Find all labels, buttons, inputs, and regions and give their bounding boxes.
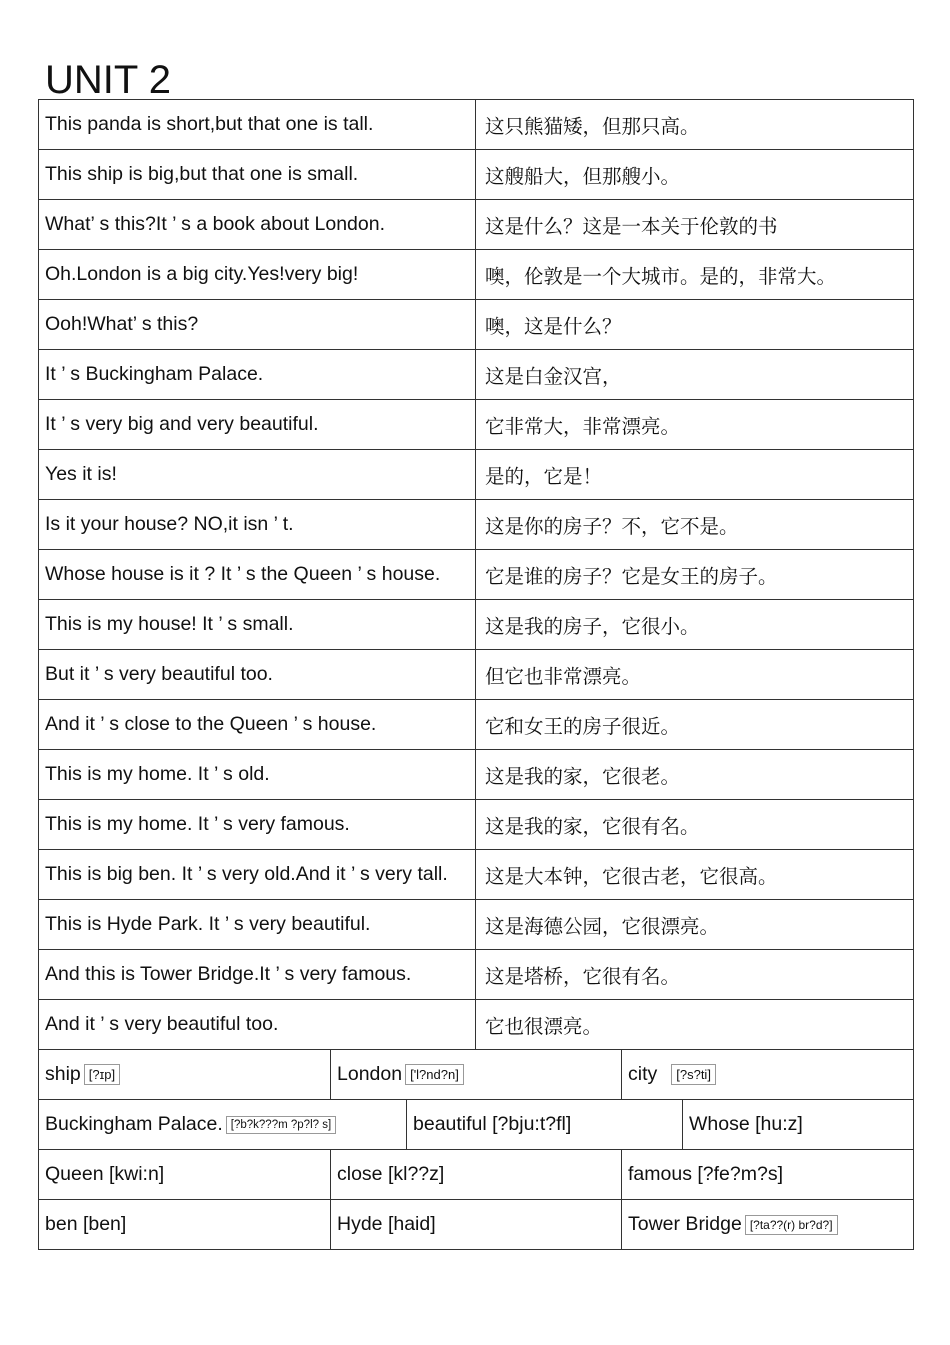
english-sentence: This panda is short,but that one is tall. (39, 100, 476, 149)
english-sentence: Whose house is it ? It ’ s the Queen ’ s house. (39, 550, 476, 599)
vocab-cell (622, 1050, 914, 1099)
chinese-translation: 是的，它是！ (476, 450, 914, 499)
english-sentence: Oh.London is a big city.Yes!very big! (39, 250, 476, 299)
vocab-word: famous [?fe?m?s] (628, 1163, 783, 1185)
phonetic-box: [?ɪp] (84, 1064, 120, 1085)
sentence-row (39, 600, 914, 650)
vocab-word: Whose [hu:z] (689, 1113, 803, 1135)
sentence-row (39, 800, 914, 850)
vocab-word: Tower Bridge (628, 1213, 742, 1235)
vocab-word: close [kl??z] (337, 1163, 445, 1185)
sentence-row (39, 200, 914, 250)
phonetic-box: ['l?nd?n] (405, 1064, 464, 1085)
chinese-translation: 噢，伦敦是一个大城市。是的，非常大。 (476, 250, 914, 299)
sentence-row (39, 700, 914, 750)
vocab-word: Hyde [haid] (337, 1213, 436, 1235)
chinese-translation: 它也很漂亮。 (476, 1000, 914, 1049)
english-sentence: But it ’ s very beautiful too. (39, 650, 476, 699)
sentence-row (39, 250, 914, 300)
vocab-cell (39, 1050, 331, 1099)
sentence-row (39, 950, 914, 1000)
vocab-cell (622, 1150, 914, 1199)
chinese-translation: 但它也非常漂亮。 (476, 650, 914, 699)
english-sentence: What’ s this?It ’ s a book about London. (39, 200, 476, 249)
english-sentence: Is it your house? NO,it isn ’ t. (39, 500, 476, 549)
chinese-translation: 这是什么？这是一本关于伦敦的书 (476, 200, 914, 249)
vocab-word: ben [ben] (45, 1213, 127, 1235)
chinese-translation: 这是我的房子，它很小。 (476, 600, 914, 649)
vocab-cell (407, 1100, 683, 1149)
english-sentence: It ’ s very big and very beautiful. (39, 400, 476, 449)
vocab-cell (331, 1050, 622, 1099)
vocab-word: Buckingham Palace. (45, 1113, 223, 1135)
phonetic-box: [?ta??(r) br?d?] (745, 1215, 838, 1235)
sentence-row (39, 150, 914, 200)
chinese-translation: 这是海德公园，它很漂亮。 (476, 900, 914, 949)
vocab-cell (683, 1100, 914, 1149)
chinese-translation: 它非常大，非常漂亮。 (476, 400, 914, 449)
sentence-row (39, 100, 914, 150)
english-sentence: Ooh!What’ s this? (39, 300, 476, 349)
vocab-cell (331, 1150, 622, 1199)
vocab-cell (622, 1200, 914, 1249)
chinese-translation: 这是白金汉宫， (476, 350, 914, 399)
vocab-word: city (628, 1063, 658, 1085)
vocab-row (39, 1150, 914, 1200)
vocab-cell (39, 1200, 331, 1249)
chinese-translation: 这是你的房子？不，它不是。 (476, 500, 914, 549)
phonetic-box: [?b?k???m ?p?l? s] (226, 1116, 336, 1134)
sentence-row (39, 650, 914, 700)
lesson-table (38, 99, 914, 1250)
chinese-translation: 这是大本钟，它很古老，它很高。 (476, 850, 914, 899)
english-sentence: And this is Tower Bridge.It ’ s very famous. (39, 950, 476, 999)
chinese-translation: 它和女王的房子很近。 (476, 700, 914, 749)
sentence-row (39, 300, 914, 350)
english-sentence: And it ’ s very beautiful too. (39, 1000, 476, 1049)
unit-title: UNIT 2 (45, 58, 171, 102)
vocab-cell (331, 1200, 622, 1249)
chinese-translation: 噢，这是什么？ (476, 300, 914, 349)
sentence-row (39, 550, 914, 600)
english-sentence: Yes it is! (39, 450, 476, 499)
vocab-word: London (337, 1063, 403, 1085)
sentence-row (39, 500, 914, 550)
english-sentence: And it ’ s close to the Queen ’ s house. (39, 700, 476, 749)
english-sentence: This is my home. It ’ s old. (39, 750, 476, 799)
sentence-row (39, 900, 914, 950)
chinese-translation: 这艘船大，但那艘小。 (476, 150, 914, 199)
vocab-row (39, 1200, 914, 1250)
vocab-row (39, 1100, 914, 1150)
english-sentence: This is Hyde Park. It ’ s very beautiful. (39, 900, 476, 949)
vocab-cell (39, 1150, 331, 1199)
sentence-row (39, 750, 914, 800)
vocab-row (39, 1050, 914, 1100)
vocab-cell (39, 1100, 407, 1149)
english-sentence: This is my house! It ’ s small. (39, 600, 476, 649)
chinese-translation: 这是塔桥，它很有名。 (476, 950, 914, 999)
chinese-translation: 这是我的家，它很老。 (476, 750, 914, 799)
vocab-word: ship (45, 1063, 81, 1085)
sentence-row (39, 450, 914, 500)
chinese-translation: 这只熊猫矮，但那只高。 (476, 100, 914, 149)
english-sentence: This is big ben. It ’ s very old.And it ’ s very tall. (39, 850, 476, 899)
english-sentence: This ship is big,but that one is small. (39, 150, 476, 199)
sentence-row (39, 1000, 914, 1050)
vocab-word: Queen [kwi:n] (45, 1163, 165, 1185)
vocab-word: beautiful [?bju:t?fl] (413, 1113, 572, 1135)
chinese-translation: 它是谁的房子？它是女王的房子。 (476, 550, 914, 599)
english-sentence: This is my home. It ’ s very famous. (39, 800, 476, 849)
sentence-row (39, 400, 914, 450)
sentence-row (39, 850, 914, 900)
phonetic-box: [?s?ti] (671, 1064, 716, 1085)
english-sentence: It ’ s Buckingham Palace. (39, 350, 476, 399)
sentence-row (39, 350, 914, 400)
chinese-translation: 这是我的家，它很有名。 (476, 800, 914, 849)
